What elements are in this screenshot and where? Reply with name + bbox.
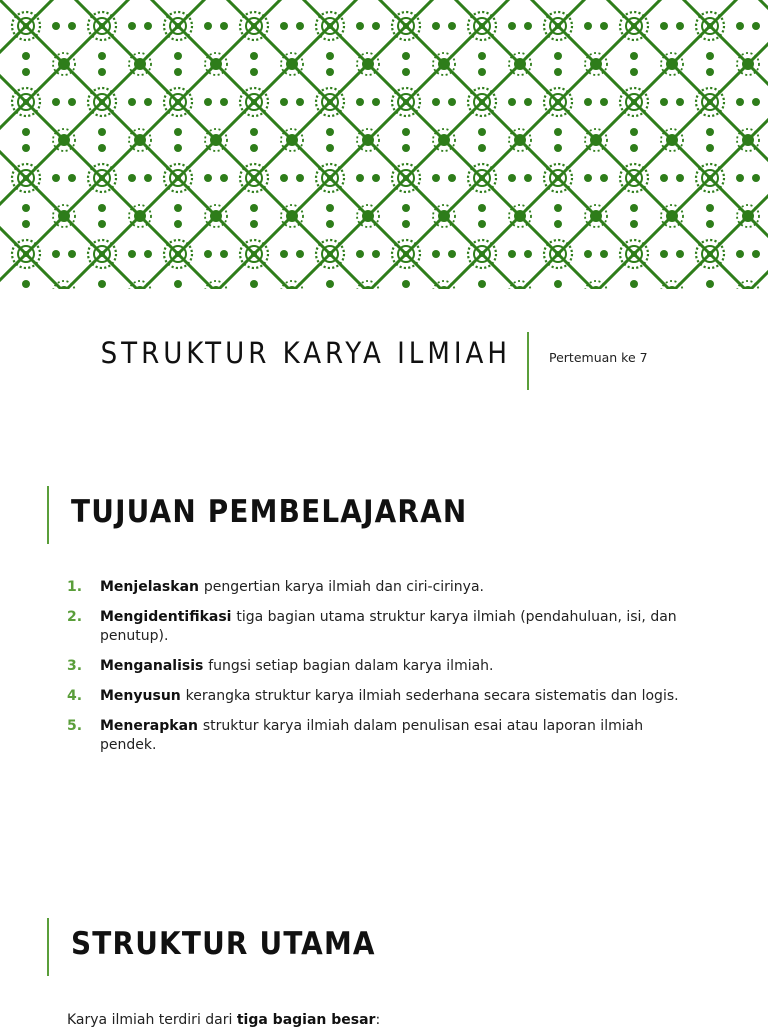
objective-verb: Menganalisis xyxy=(100,658,209,674)
title-section xyxy=(0,330,768,392)
list-item xyxy=(67,657,687,676)
decorative-pattern-banner xyxy=(0,0,768,289)
objective-text: fungsi setiap bagian dalam karya ilmiah. xyxy=(208,658,494,674)
objective-text: kerangka struktur karya ilmiah sederhana secara sistematis dan logis. xyxy=(185,688,679,704)
slide-title: STRUKTUR KARYA ILMIAH xyxy=(100,336,511,370)
objective-text: tiga bagian utama struktur karya ilmiah (pendahuluan, isi, dan penutup). xyxy=(100,609,677,644)
objective-verb: Menjelaskan xyxy=(100,579,204,595)
list-item xyxy=(67,717,687,755)
intro-colon: : xyxy=(375,1012,381,1028)
objective-verb: Menyusun xyxy=(100,688,186,704)
objectives-accent-bar xyxy=(47,486,49,544)
intro-text: Karya ilmiah terdiri dari xyxy=(67,1012,237,1028)
structure-heading: STRUKTUR UTAMA xyxy=(71,926,376,962)
list-item xyxy=(67,578,687,597)
list-item xyxy=(67,687,687,706)
title-divider xyxy=(527,332,529,390)
structure-intro xyxy=(67,1012,380,1028)
list-number: 4. xyxy=(67,688,83,704)
list-number: 1. xyxy=(67,579,83,595)
objective-text: struktur karya ilmiah dalam penulisan esai atau laporan ilmiah pendek. xyxy=(100,718,644,753)
objectives-list xyxy=(67,578,687,766)
list-number: 2. xyxy=(67,609,83,625)
objective-verb: Menerapkan xyxy=(100,718,203,734)
intro-emphasis: tiga bagian besar xyxy=(236,1012,376,1028)
objective-text: pengertian karya ilmiah dan ciri-cirinya. xyxy=(203,579,484,595)
list-number: 3. xyxy=(67,658,83,674)
list-item xyxy=(67,608,687,646)
objectives-heading: TUJUAN PEMBELAJARAN xyxy=(71,494,468,530)
objective-verb: Mengidentifikasi xyxy=(100,609,237,625)
list-number: 5. xyxy=(67,718,83,734)
structure-accent-bar xyxy=(47,918,49,976)
slide-subtitle: Pertemuan ke 7 xyxy=(549,350,648,365)
